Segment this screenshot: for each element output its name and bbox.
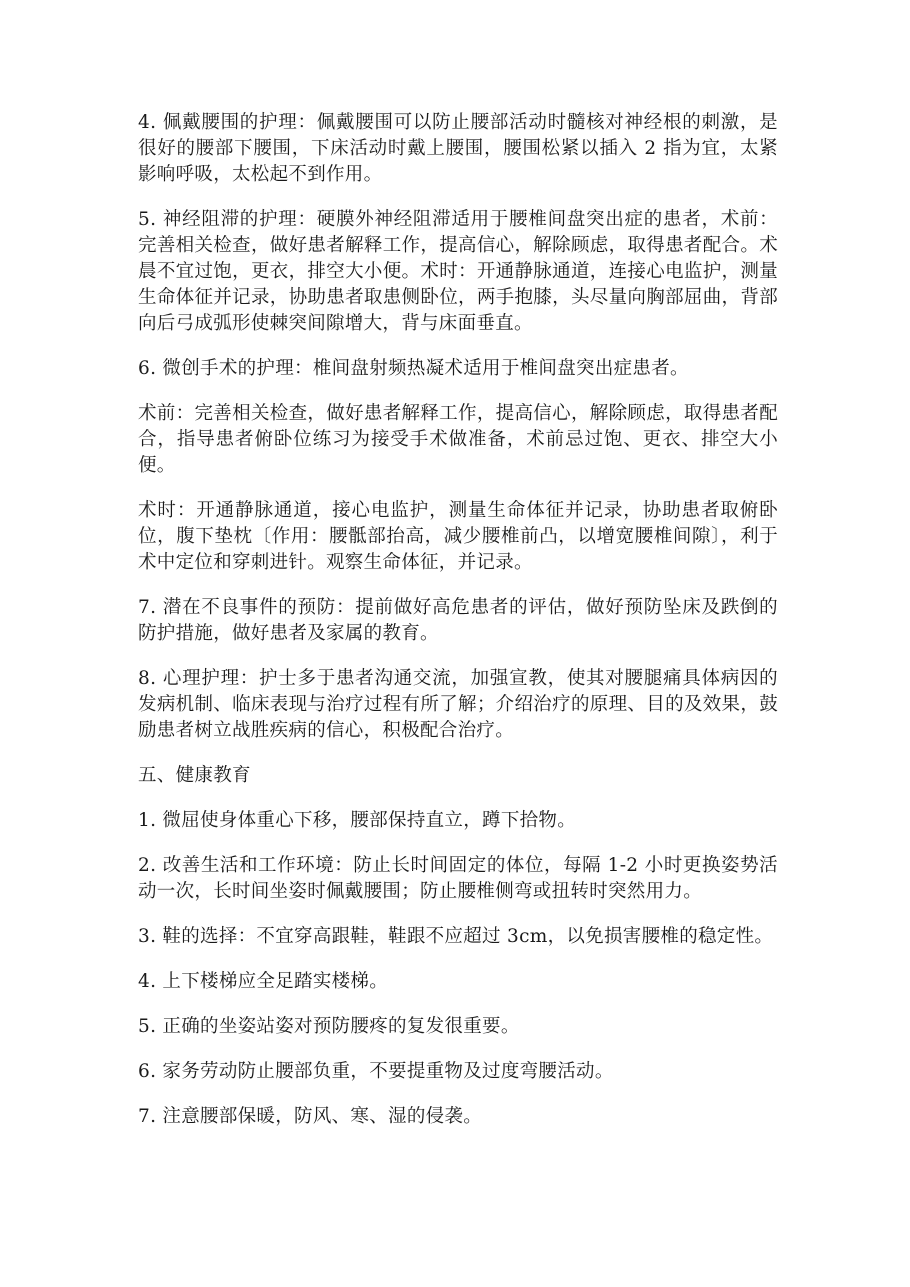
paragraph-psychological-care: 8. 心理护理：护士多于患者沟通交流，加强宣教，使其对腰腿痛具体病因的发病机制、临床表现与治疗过程有所了解；介绍治疗的原理、目的及效果，鼓励患者树立战胜疾病的信心，积极配合治疗。 bbox=[138, 668, 778, 741]
list-item-housework: 6. 家务劳动防止腰部负重，不要提重物及过度弯腰活动。 bbox=[138, 1061, 614, 1082]
document-body bbox=[138, 110, 778, 1130]
paragraph-minimally-invasive-care: 6. 微创手术的护理：椎间盘射频热凝术适用于椎间盘突出症患者。 bbox=[138, 358, 689, 379]
paragraph-adverse-event-prevention: 7. 潜在不良事件的预防：提前做好高危患者的评估，做好预防坠床及跌倒的防护措施，做好患者及家属的教育。 bbox=[138, 597, 778, 644]
list-item-stairs: 4. 上下楼梯应全足踏实楼梯。 bbox=[138, 971, 389, 992]
list-item-lifting: 1. 微屈使身体重心下移，腰部保持直立，蹲下拾物。 bbox=[138, 810, 577, 831]
paragraph-nerve-block-care: 5. 神经阻滞的护理：硬膜外神经阻滞适用于腰椎间盘突出症的患者，术前：完善相关检查，做好患者解释工作，提高信心，解除顾虑，取得患者配合。术晨不宜过饱，更衣，排空大小便。术时：开通静脉通道，连接心电监护，测量生命体征并记录，协助患者取患侧卧位，两手抱膝，头尽量向胸部屈曲，背部向后弓成弧形使棘突间隙增大，背与床面垂直。 bbox=[138, 209, 778, 334]
paragraph-preoperative: 术前：完善相关检查，做好患者解释工作，提高信心，解除顾虑，取得患者配合，指导患者俯卧位练习为接受手术做准备，术前忌过饱、更衣、排空大小便。 bbox=[138, 403, 778, 476]
list-item-shoes: 3. 鞋的选择：不宜穿高跟鞋，鞋跟不应超过 3cm，以免损害腰椎的稳定性。 bbox=[138, 926, 774, 947]
paragraph-waist-belt-care: 4. 佩戴腰围的护理：佩戴腰围可以防止腰部活动时髓核对神经根的刺激，是很好的腰部下腰围，下床活动时戴上腰围，腰围松紧以插入 2 指为宜，太紧影响呼吸，太松起不到作用。 bbox=[138, 112, 778, 185]
list-item-keep-warm: 7. 注意腰部保暖，防风、寒、湿的侵袭。 bbox=[138, 1106, 483, 1127]
list-item-posture: 5. 正确的坐姿站姿对预防腰疼的复发很重要。 bbox=[138, 1016, 520, 1037]
paragraph-intraoperative: 术时：开通静脉通道，接心电监护，测量生命体征并记录，协助患者取俯卧位，腹下垫枕〔作用：腰骶部抬高，减少腰椎前凸，以增宽腰椎间隙〕，利于术中定位和穿刺进针。观察生命体征，并记录。 bbox=[138, 500, 778, 573]
section-heading-health-education: 五、健康教育 bbox=[138, 765, 251, 786]
list-item-environment: 2. 改善生活和工作环境：防止长时间固定的体位，每隔 1-2 小时更换姿势活动一次，长时间坐姿时佩戴腰围；防止腰椎侧弯或扭转时突然用力。 bbox=[138, 855, 778, 902]
